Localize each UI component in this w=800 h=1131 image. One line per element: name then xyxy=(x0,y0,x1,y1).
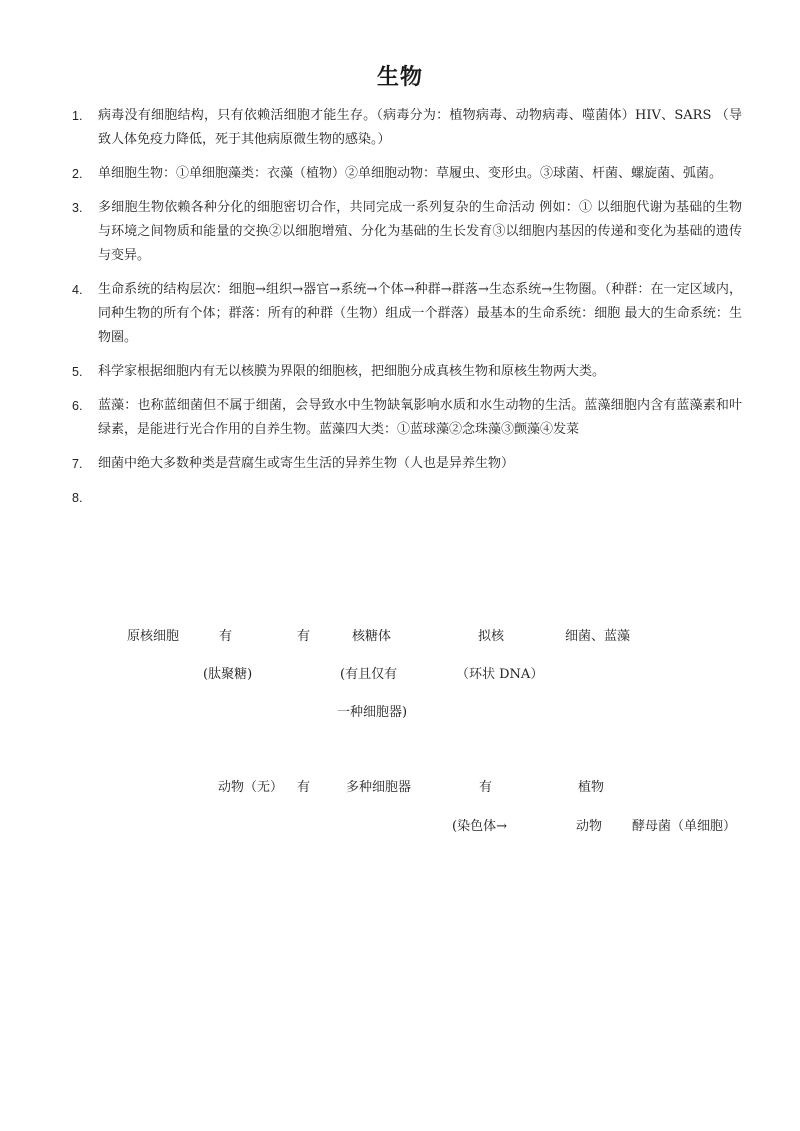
eukaryote-organelle: 多种细胞器 xyxy=(346,780,412,795)
list-item xyxy=(72,278,742,350)
list-item-number: 8. xyxy=(72,491,83,505)
list-item-text: 多细胞生物依赖各种分化的细胞密切合作，共同完成一系列复杂的生命活动 例如：① 以细胞代谢为基础的生物与环境之间物质和能量的交换②以细胞增殖、分化为基础的生长发育③以细胞内基因的传递和变化为基础的遗传与变异。 xyxy=(98,200,742,263)
list-item-number: 5. xyxy=(72,365,83,379)
list-item-number: 6. xyxy=(72,399,83,413)
eukaryote-example-yeast: 酵母菌（单细胞） xyxy=(632,819,737,834)
eukaryote-nucleus: 有 xyxy=(479,780,493,795)
list-item-number: 2. xyxy=(72,167,83,181)
list-item xyxy=(72,162,742,186)
prokaryote-nucleus: 拟核 xyxy=(478,629,505,644)
prokaryote-cell-membrane: 有 xyxy=(297,629,311,644)
list-item xyxy=(72,196,742,268)
list-item-text: 科学家根据细胞内有无以核膜为界限的细胞核，把细胞分成真核生物和原核生物两大类。 xyxy=(98,364,606,379)
prokaryote-examples: 细菌、蓝藻 xyxy=(565,629,631,644)
list-item xyxy=(72,452,742,476)
list-item xyxy=(72,360,742,384)
prokaryote-nucleus-note: （环状 DNA） xyxy=(456,667,544,682)
list-item xyxy=(72,104,742,152)
list-item-text: 病毒没有细胞结构，只有依赖活细胞才能生存。（病毒分为：植物病毒、动物病毒、噬菌体）HIV、SARS （导致人体免疫力降低，死于其他病原微生物的感染。） xyxy=(98,108,742,147)
eukaryote-cell-membrane: 有 xyxy=(297,780,311,795)
list-item-number: 1. xyxy=(72,109,83,123)
eukaryote-example-animal: 动物 xyxy=(576,819,603,834)
page-title: 生物 xyxy=(376,64,423,90)
list-item-text: 细菌中绝大多数种类是营腐生或寄生生活的异养生物（人也是异养生物） xyxy=(98,456,515,471)
prokaryote-label: 原核细胞 xyxy=(127,629,180,644)
numbered-list xyxy=(72,104,742,505)
prokaryote-cell-wall-note: (肽聚糖) xyxy=(203,667,253,682)
list-item-text: 生命系统的结构层次：细胞→组织→器官→系统→个体→种群→群落→生态系统→生物圈。（种群：在一定区域内，同种生物的所有个体；群落：所有的种群（生物）组成一个群落）最基本的生命系统：细胞 最大的生命系统：生物圈。 xyxy=(98,282,742,345)
eukaryote-example-plant: 植物 xyxy=(578,780,605,795)
list-item-number: 3. xyxy=(72,201,83,215)
eukaryote-nucleus-note: (染色体→ xyxy=(452,819,507,834)
prokaryote-organelle-note: (有且仅有 xyxy=(340,667,398,682)
list-item xyxy=(72,394,742,442)
prokaryote-cell-wall: 有 xyxy=(219,629,233,644)
prokaryote-organelle: 核糖体 xyxy=(352,629,392,644)
list-item-number: 7. xyxy=(72,457,83,471)
list-item-text: 单细胞生物：①单细胞藻类：衣藻（植物）②单细胞动物：草履虫、变形虫。③球菌、杆菌、螺旋菌、弧菌。 xyxy=(98,166,723,181)
list-item-text: 蓝藻：也称蓝细菌但不属于细菌，会导致水中生物缺氧影响水质和水生动物的生活。蓝藻细胞内含有蓝藻素和叶绿素，是能进行光合作用的自养生物。蓝藻四大类：①蓝球藻②念珠藻③颤藻④发菜 xyxy=(98,398,742,437)
prokaryote-organelle-note-cont: 一种细胞器) xyxy=(337,705,408,720)
list-item-number: 4. xyxy=(72,283,83,297)
eukaryote-cell-wall: 动物（无） xyxy=(218,780,284,795)
